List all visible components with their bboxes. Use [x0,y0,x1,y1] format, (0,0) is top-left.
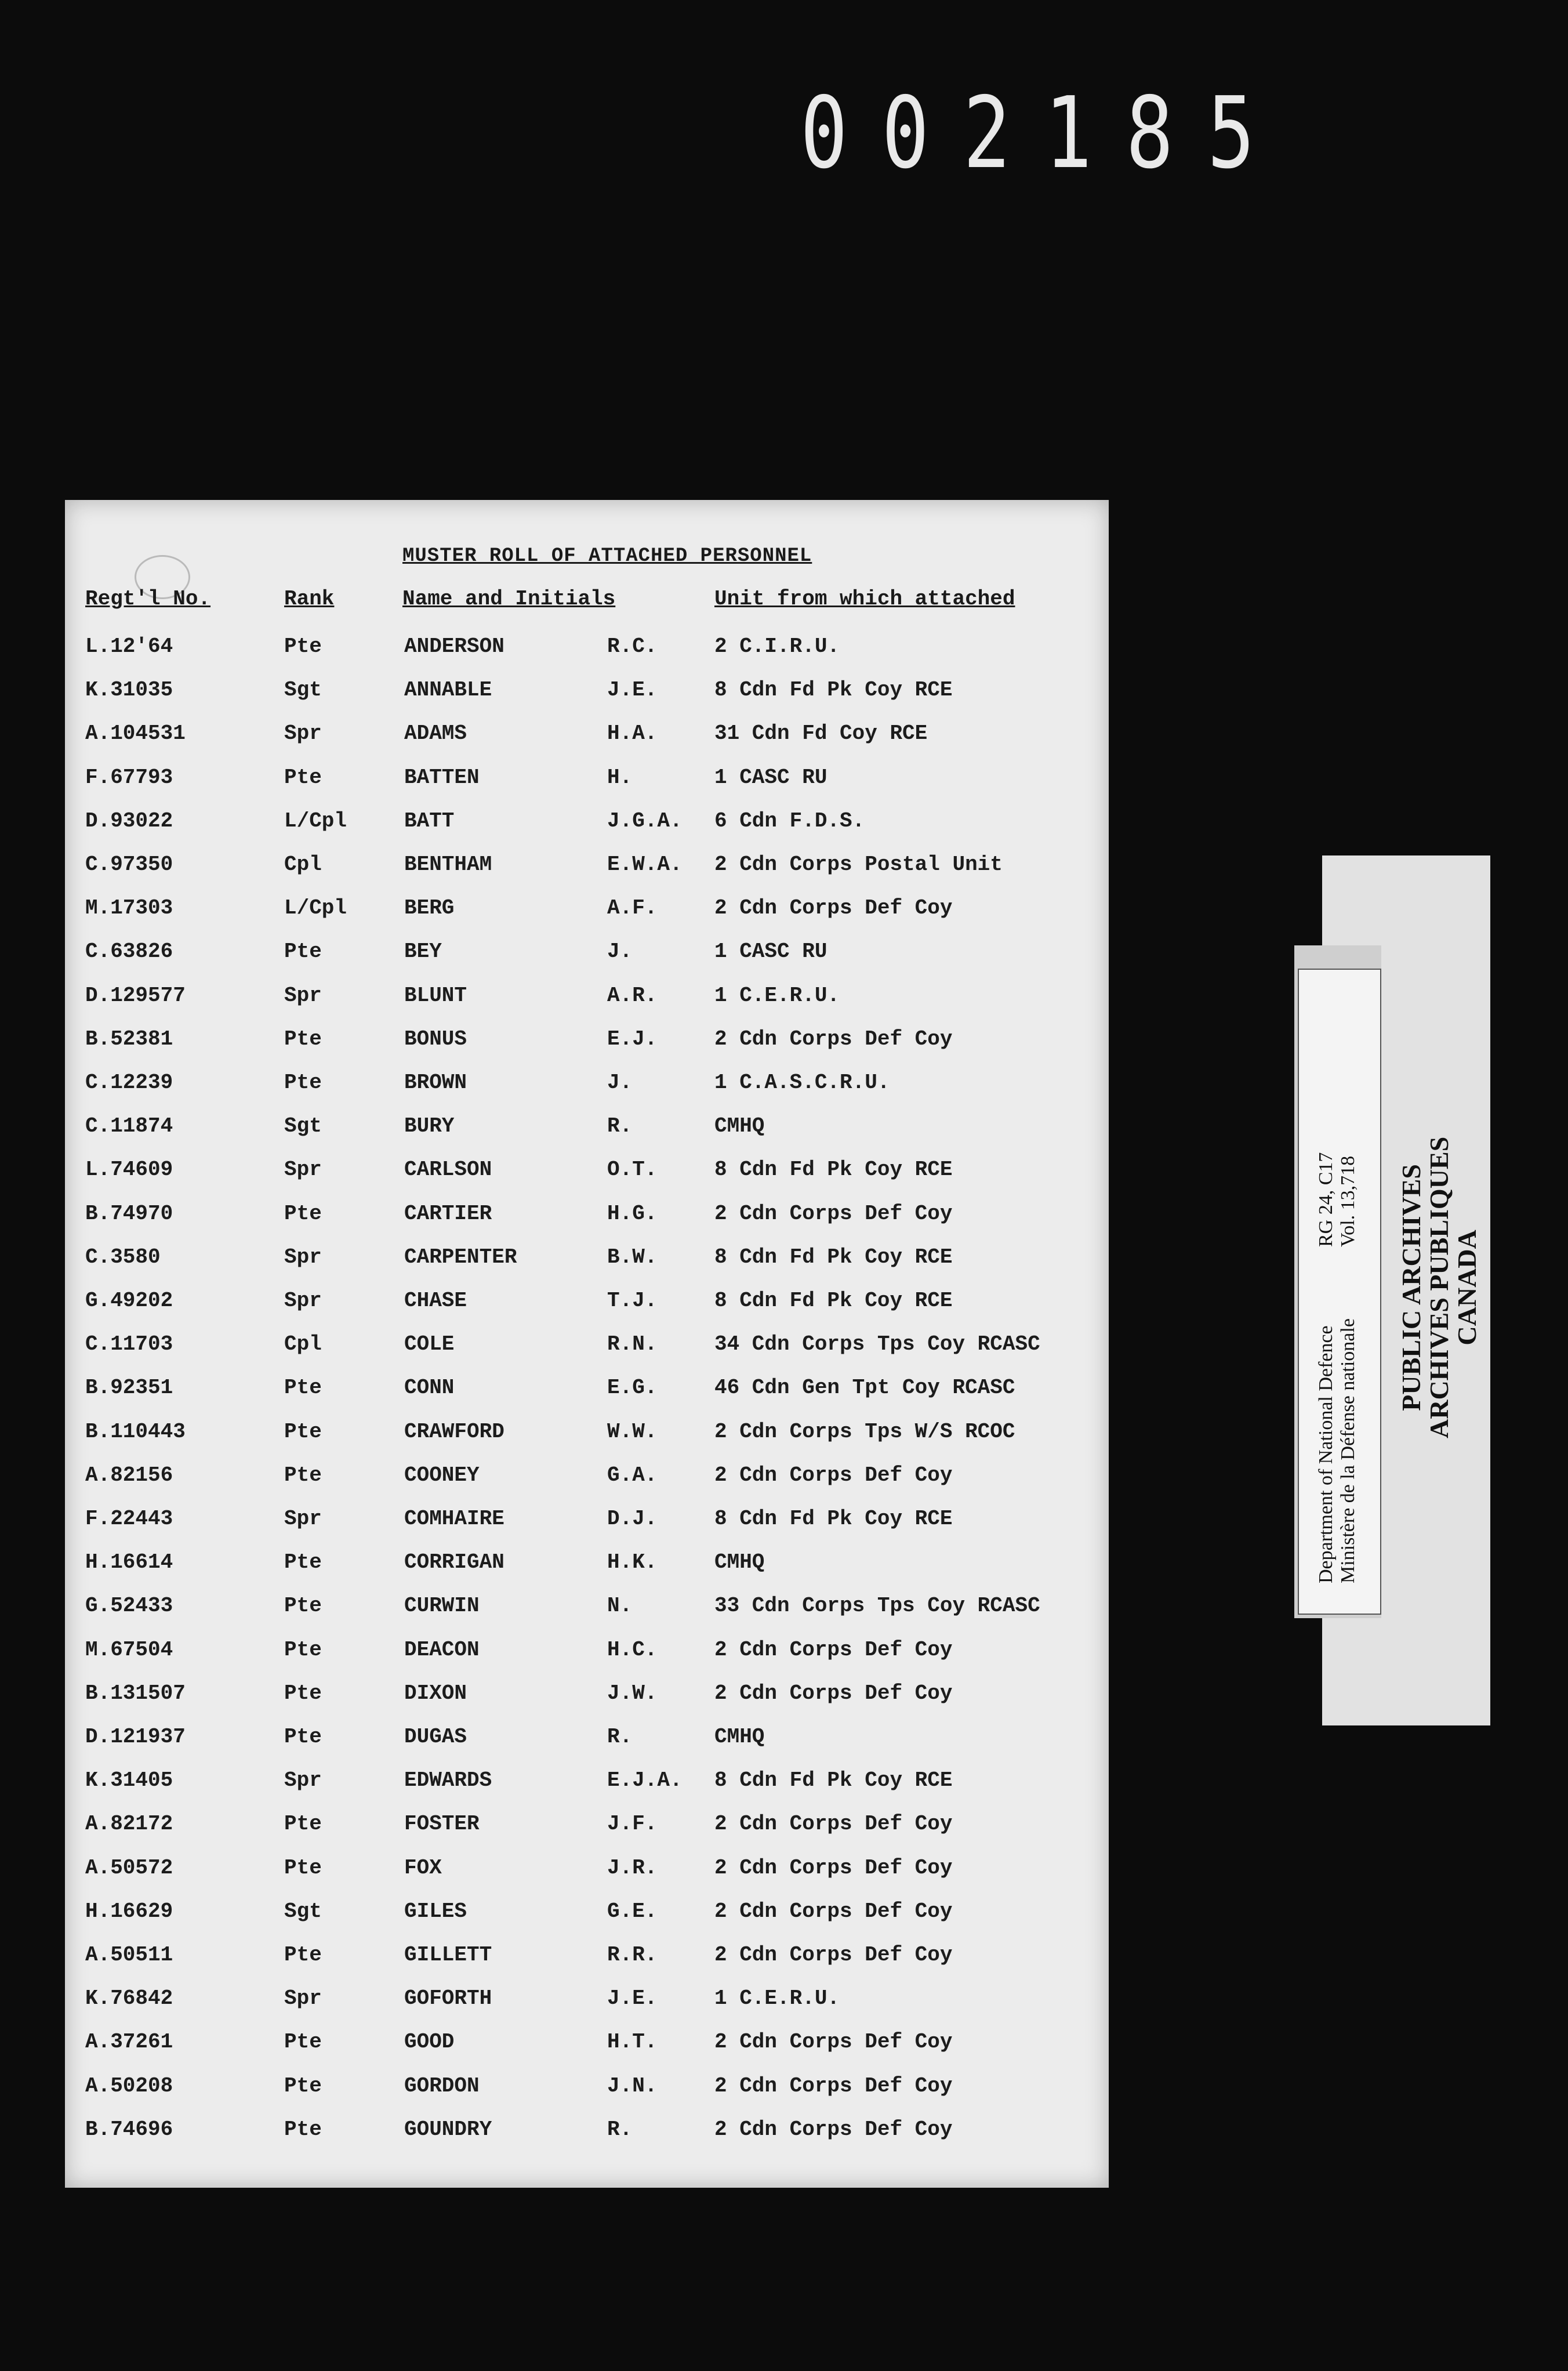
rank: Pte [284,1463,322,1487]
rank: Sgt [284,678,322,702]
surname: DUGAS [404,1725,467,1749]
initials: J.W. [607,1681,658,1705]
personnel-row [65,766,1109,810]
unit: 8 Cdn Fd Pk Coy RCE [714,1158,953,1182]
regt-no: A.50572 [85,1855,173,1880]
initials: H.C. [607,1637,658,1662]
unit: 2 C.I.R.U. [714,635,840,658]
unit: CMHQ [714,1550,765,1575]
unit: 1 CASC RU [714,940,827,964]
rank: Spr [284,722,322,746]
regt-no: K.31405 [85,1768,173,1793]
initials: H.T. [607,2030,658,2054]
surname: CONN [404,1376,455,1400]
rank: Sgt [284,1114,322,1139]
personnel-row [65,1594,1109,1638]
regt-no: H.16614 [85,1550,173,1575]
regt-no: G.49202 [85,1289,173,1313]
personnel-row [65,1986,1109,2031]
header-rank: Rank [284,587,335,611]
vol-line: Vol. 13,718 [1337,1155,1359,1247]
header-name: Name and Initials [402,587,616,611]
rank: Sgt [284,1899,322,1923]
personnel-row [65,1681,1109,1725]
rank: Pte [284,1027,322,1051]
unit: 6 Cdn F.D.S. [714,809,865,833]
initials: E.J. [607,1027,658,1051]
personnel-row [65,1725,1109,1769]
rank: Pte [284,1637,322,1662]
regt-no: C.11874 [85,1114,173,1139]
personnel-row [65,984,1109,1028]
unit: 8 Cdn Fd Pk Coy RCE [714,1289,953,1313]
regt-no: A.50208 [85,2073,173,2098]
regt-no: B.52381 [85,1027,173,1051]
regt-no: K.76842 [85,1986,173,2011]
rank: Spr [284,1245,322,1269]
initials: H.G. [607,1201,658,1226]
personnel-row [65,722,1109,766]
surname: BONUS [404,1027,467,1051]
personnel-row [65,1027,1109,1071]
rank: Spr [284,1768,322,1793]
rank: Cpl [284,853,322,876]
personnel-row [65,2030,1109,2074]
rank: Pte [284,1812,322,1836]
personnel-row [65,1943,1109,1987]
initials: J. [607,940,633,964]
unit: 2 Cdn Corps Def Coy [714,1201,953,1226]
initials: R.N. [607,1332,658,1357]
unit: 8 Cdn Fd Pk Coy RCE [714,678,953,702]
rank: Pte [284,2030,322,2054]
regt-no: A.82156 [85,1463,173,1487]
rank: Pte [284,635,322,658]
surname: GILES [404,1899,467,1923]
unit: 2 Cdn Corps Def Coy [714,2030,953,2054]
regt-no: L.74609 [85,1158,173,1182]
initials: H.K. [607,1550,658,1575]
personnel-row [65,896,1109,940]
personnel-row [65,1289,1109,1333]
surname: CRAWFORD [404,1419,504,1444]
surname: ANDERSON [404,635,504,658]
unit: 33 Cdn Corps Tps Coy RCASC [714,1594,1040,1618]
regt-no: A.104531 [85,722,186,746]
surname: COLE [404,1332,455,1357]
initials: R. [607,2117,633,2141]
surname: DIXON [404,1681,467,1705]
initials: H. [607,765,633,789]
rank: Spr [284,983,322,1007]
regt-no: D.121937 [85,1725,186,1749]
surname: FOSTER [404,1812,480,1836]
personnel-row [65,1768,1109,1812]
surname: COMHAIRE [404,1507,504,1531]
header-unit: Unit from which attached [714,587,1015,611]
unit: 2 Cdn Corps Tps W/S RCOC [714,1419,1015,1444]
pa-fr: ARCHIVES PUBLIQUES [1424,1136,1454,1438]
initials: G.A. [607,1463,658,1487]
rank: Pte [284,1550,322,1575]
unit: 2 Cdn Corps Def Coy [714,896,953,920]
surname: EDWARDS [404,1768,492,1793]
unit: 2 Cdn Corps Def Coy [714,1943,953,1967]
dept-en: Department of National Defence [1315,1325,1337,1583]
header-regt-no: Regt'l No. [85,587,211,611]
archive-reference [1315,1152,1359,1247]
surname: GOFORTH [404,1986,492,2011]
initials: R.R. [607,1943,658,1967]
unit: 1 C.E.R.U. [714,983,840,1007]
personnel-row [65,1812,1109,1856]
frame-digit: 8 [1126,76,1174,191]
rank: Pte [284,1201,322,1226]
surname: CORRIGAN [404,1550,504,1575]
rank: Cpl [284,1332,322,1357]
unit: 2 Cdn Corps Def Coy [714,1855,953,1880]
frame-number [800,76,1255,191]
pa-country: CANADA [1452,1230,1482,1346]
frame-digit: 5 [1207,76,1255,191]
surname: CURWIN [404,1594,480,1618]
surname: COONEY [404,1463,480,1487]
personnel-row [65,1550,1109,1594]
dept-fr: Ministère de la Défense nationale [1337,1318,1359,1583]
rank: Pte [284,1681,322,1705]
initials: J.F. [607,1812,658,1836]
unit: CMHQ [714,1114,765,1139]
rank: Pte [284,1943,322,1967]
rank: Pte [284,1594,322,1618]
personnel-row [65,1899,1109,1944]
rank: Pte [284,2073,322,2098]
rank: L/Cpl [284,896,347,920]
regt-no: L.12'64 [85,635,173,658]
rank: Pte [284,1071,322,1094]
surname: BURY [404,1114,455,1139]
surname: BERG [404,896,455,920]
regt-no: F.67793 [85,765,173,789]
regt-no: D.129577 [85,983,186,1007]
initials: J.E. [607,678,658,702]
rank: Spr [284,1507,322,1531]
surname: GILLETT [404,1943,492,1967]
rank: Pte [284,1855,322,1880]
unit: 1 C.E.R.U. [714,1986,840,2011]
regt-no: D.93022 [85,809,173,833]
department-name [1315,1318,1359,1583]
personnel-row [65,1202,1109,1246]
rank: Pte [284,1419,322,1444]
unit: 2 Cdn Corps Def Coy [714,1463,953,1487]
initials: O.T. [607,1158,658,1182]
unit: 34 Cdn Corps Tps Coy RCASC [714,1332,1040,1357]
personnel-row [65,1071,1109,1115]
personnel-row [65,1420,1109,1464]
regt-no: B.92351 [85,1376,173,1400]
surname: CARPENTER [404,1245,517,1269]
rank: Pte [284,1725,322,1749]
regt-no: C.3580 [85,1245,161,1269]
initials: G.E. [607,1899,658,1923]
unit: 8 Cdn Fd Pk Coy RCE [714,1245,953,1269]
surname: BATT [404,809,455,833]
surname: FOX [404,1855,442,1880]
regt-no: B.74970 [85,1201,173,1226]
surname: ANNABLE [404,678,492,702]
personnel-row [65,1245,1109,1289]
regt-no: K.31035 [85,678,173,702]
initials: J.R. [607,1855,658,1880]
regt-no: M.67504 [85,1637,173,1662]
personnel-row [65,2118,1109,2162]
rank: Spr [284,1986,322,2011]
personnel-row [65,1114,1109,1158]
regt-no: C.97350 [85,853,173,876]
personnel-row [65,1638,1109,1682]
surname: BENTHAM [404,853,492,876]
regt-no: F.22443 [85,1507,173,1531]
initials: R. [607,1114,633,1139]
unit: 1 C.A.S.C.R.U. [714,1071,890,1094]
regt-no: A.37261 [85,2030,173,2054]
initials: E.W.A. [607,853,683,876]
frame-digit: 1 [1044,76,1092,191]
surname: BATTEN [404,765,480,789]
initials: J. [607,1071,633,1094]
unit: 2 Cdn Corps Def Coy [714,1637,953,1662]
rank: Pte [284,940,322,964]
surname: BEY [404,940,442,964]
initials: B.W. [607,1245,658,1269]
regt-no: B.110443 [85,1419,186,1444]
surname: DEACON [404,1637,480,1662]
frame-digit: 2 [963,76,1011,191]
personnel-row [65,1376,1109,1420]
unit: 2 Cdn Corps Def Coy [714,1812,953,1836]
personnel-row [65,809,1109,853]
surname: CHASE [404,1289,467,1313]
regt-no: C.11703 [85,1332,173,1357]
unit: CMHQ [714,1725,765,1749]
unit: 2 Cdn Corps Def Coy [714,1027,953,1051]
initials: W.W. [607,1419,658,1444]
unit: 2 Cdn Corps Def Coy [714,2073,953,2098]
initials: J.G.A. [607,809,683,833]
initials: J.N. [607,2073,658,2098]
personnel-row [65,1463,1109,1507]
personnel-row [65,853,1109,897]
rank: Spr [284,1158,322,1182]
frame-digit: 0 [881,76,930,191]
rank: Pte [284,1376,322,1400]
regt-no: B.74696 [85,2117,173,2141]
surname: CARTIER [404,1201,492,1226]
unit: 1 CASC RU [714,765,827,789]
regt-no: H.16629 [85,1899,173,1923]
initials: E.J.A. [607,1768,683,1793]
regt-no: M.17303 [85,896,173,920]
rank: L/Cpl [284,809,347,833]
surname: BLUNT [404,983,467,1007]
regt-no: A.82172 [85,1812,173,1836]
rank: Pte [284,765,322,789]
document-title: MUSTER ROLL OF ATTACHED PERSONNEL [402,545,812,567]
personnel-row [65,1332,1109,1376]
public-archives-label [1398,1137,1481,1438]
initials: A.F. [607,896,658,920]
rank: Pte [284,2117,322,2141]
initials: H.A. [607,722,658,746]
regt-no: C.12239 [85,1071,173,1094]
unit: 2 Cdn Corps Postal Unit [714,853,1003,876]
surname: BROWN [404,1071,467,1094]
unit: 2 Cdn Corps Def Coy [714,2117,953,2141]
initials: D.J. [607,1507,658,1531]
rank: Spr [284,1289,322,1313]
initials: N. [607,1594,633,1618]
regt-no: C.63826 [85,940,173,964]
initials: E.G. [607,1376,658,1400]
surname: ADAMS [404,722,467,746]
frame-digit: 0 [800,76,848,191]
muster-roll-sheet [65,500,1109,2188]
unit: 46 Cdn Gen Tpt Coy RCASC [714,1376,1015,1400]
surname: GOOD [404,2030,455,2054]
unit: 8 Cdn Fd Pk Coy RCE [714,1768,953,1793]
regt-no: G.52433 [85,1594,173,1618]
pa-en: PUBLIC ARCHIVES [1396,1164,1426,1411]
personnel-row [65,1158,1109,1202]
personnel-row [65,635,1109,679]
surname: GOUNDRY [404,2117,492,2141]
initials: T.J. [607,1289,658,1313]
surname: GORDON [404,2073,480,2098]
initials: J.E. [607,1986,658,2011]
regt-no: A.50511 [85,1943,173,1967]
personnel-row [65,2074,1109,2118]
initials: R.C. [607,635,658,658]
unit: 2 Cdn Corps Def Coy [714,1681,953,1705]
initials: R. [607,1725,633,1749]
unit: 2 Cdn Corps Def Coy [714,1899,953,1923]
rg-line: RG 24, C17 [1315,1152,1337,1247]
personnel-row [65,678,1109,722]
unit: 31 Cdn Fd Coy RCE [714,722,928,746]
personnel-row [65,1507,1109,1551]
unit: 8 Cdn Fd Pk Coy RCE [714,1507,953,1531]
personnel-row [65,940,1109,984]
surname: CARLSON [404,1158,492,1182]
regt-no: B.131507 [85,1681,186,1705]
initials: A.R. [607,983,658,1007]
personnel-row [65,1856,1109,1900]
